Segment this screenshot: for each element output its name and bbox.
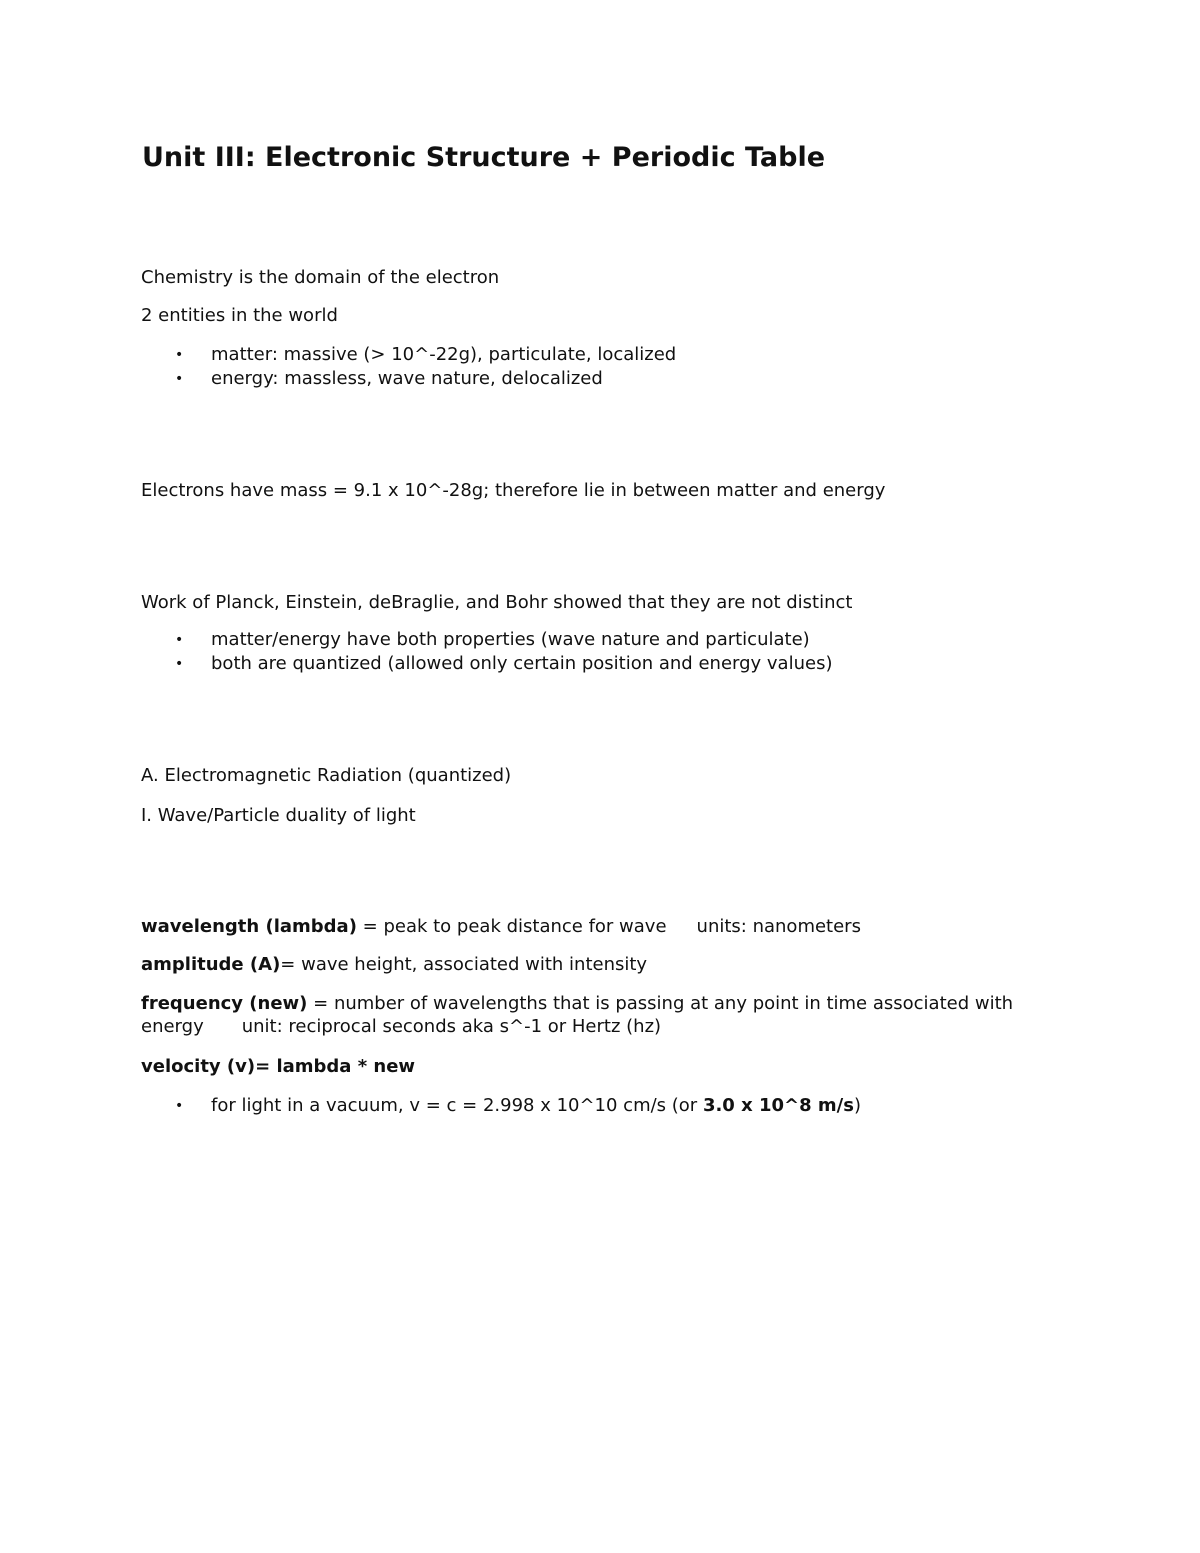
intro-line-1: Chemistry is the domain of the electron <box>141 267 500 288</box>
velocity-bullet-pre: for light in a vacuum, v = c = 2.998 x 10^10 cm/s (or <box>211 1095 703 1116</box>
amplitude-term: amplitude (A) <box>141 954 281 975</box>
bullet-icon: • <box>175 1098 184 1114</box>
list-item-text: energy: massless, wave nature, delocalized <box>211 368 603 389</box>
frequency-def: = number of wavelengths that is passing at any point in time associated with energy <box>141 993 1014 1037</box>
wavelength-units: units: nanometers <box>696 916 861 937</box>
frequency-units: unit: reciprocal seconds aka s^-1 or Hertz (hz) <box>241 1016 662 1037</box>
velocity-bullet-bold: 3.0 x 10^8 m/s <box>702 1095 854 1116</box>
velocity-bullet-post: ) <box>853 1095 861 1116</box>
bullet-icon: • <box>175 371 184 387</box>
list-item-text: both are quantized (allowed only certain position and energy values) <box>211 653 833 674</box>
velocity-definition: velocity (v)= lambda * new <box>141 1056 416 1077</box>
bullet-icon: • <box>175 347 184 363</box>
list-item-text: matter/energy have both properties (wave nature and particulate) <box>211 629 810 650</box>
list-item-text <box>211 1094 861 1118</box>
intro-line-2: 2 entities in the world <box>141 305 338 326</box>
bullet-icon: • <box>175 656 184 672</box>
amplitude-def: = wave height, associated with intensity <box>280 954 648 975</box>
wavelength-definition <box>141 915 861 938</box>
section-i-heading: I. Wave/Particle duality of light <box>141 805 416 826</box>
document-title: Unit III: Electronic Structure + Periodic Table <box>142 142 826 173</box>
wavelength-term: wavelength (lambda) <box>141 916 357 937</box>
amplitude-definition <box>141 953 647 976</box>
section-a-heading: A. Electromagnetic Radiation (quantized) <box>141 765 512 786</box>
frequency-term: frequency (new) <box>141 993 308 1014</box>
electrons-line: Electrons have mass = 9.1 x 10^-28g; therefore lie in between matter and energy <box>141 480 886 501</box>
frequency-definition <box>141 992 1061 1038</box>
list-item-text: matter: massive (> 10^-22g), particulate, localized <box>211 344 677 365</box>
bullet-icon: • <box>175 632 184 648</box>
work-line: Work of Planck, Einstein, deBraglie, and Bohr showed that they are not distinct <box>141 592 853 613</box>
wavelength-def: = peak to peak distance for wave <box>356 916 667 937</box>
